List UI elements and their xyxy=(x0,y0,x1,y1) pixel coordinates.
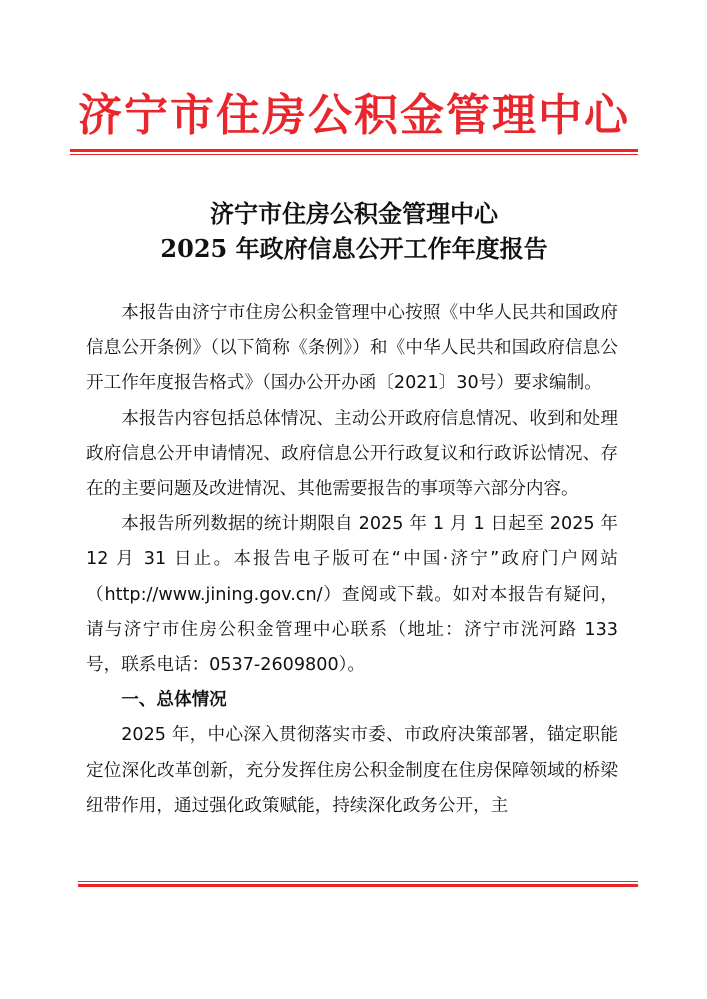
footer-rule-thick xyxy=(78,884,638,887)
paragraph-intro: 本报告由济宁市住房公积金管理中心按照《中华人民共和国政府信息公开条例》（以下简称《条例》）和《中华人民共和国政府信息公开工作年度报告格式》（国办公开办函〔2021〕30号）要求编制。 xyxy=(86,303,618,394)
document-title xyxy=(70,196,638,266)
footer-rule-thin xyxy=(78,881,638,882)
masthead-title: 济宁市住房公积金管理中心 xyxy=(78,90,630,141)
paragraph-overview: 2025 年，中心深入贯彻落实市委、市政府决策部署，锚定职能定位深化改革创新，充分发挥住房公积金制度在住房保障领域的桥梁纽带作用，通过强化政策赋能，持续深化政务公开，主 xyxy=(86,725,618,816)
section-heading-overview: 一、总体情况 xyxy=(121,690,227,711)
masthead-rule-thick xyxy=(70,149,638,152)
paragraph-statistics: 本报告所列数据的统计期限自 2025 年 1 月 1 日起至 2025 年 12 月 31 日止。本报告电子版可在“中国·济宁”政府门户网站（http://www.jining.gov.cn/）查阅或下载。如对本报告有疑问，请与济宁市住房公积金管理中心联系（地址：济宁市洸河路 133 号，联系电话：0537-2609800）。 xyxy=(86,514,618,676)
document-body xyxy=(86,296,618,824)
masthead-rule-thin xyxy=(70,154,638,155)
document-title-line1: 济宁市住房公积金管理中心 xyxy=(210,199,498,228)
paragraph-contents: 本报告内容包括总体情况、主动公开政府信息情况、收到和处理政府信息公开申请情况、政府信息公开行政复议和行政诉讼情况、存在的主要问题及改进情况、其他需要报告的事项等六部分内容。 xyxy=(86,408,618,500)
document-title-line2: 2025 年政府信息公开工作年度报告 xyxy=(160,234,548,263)
